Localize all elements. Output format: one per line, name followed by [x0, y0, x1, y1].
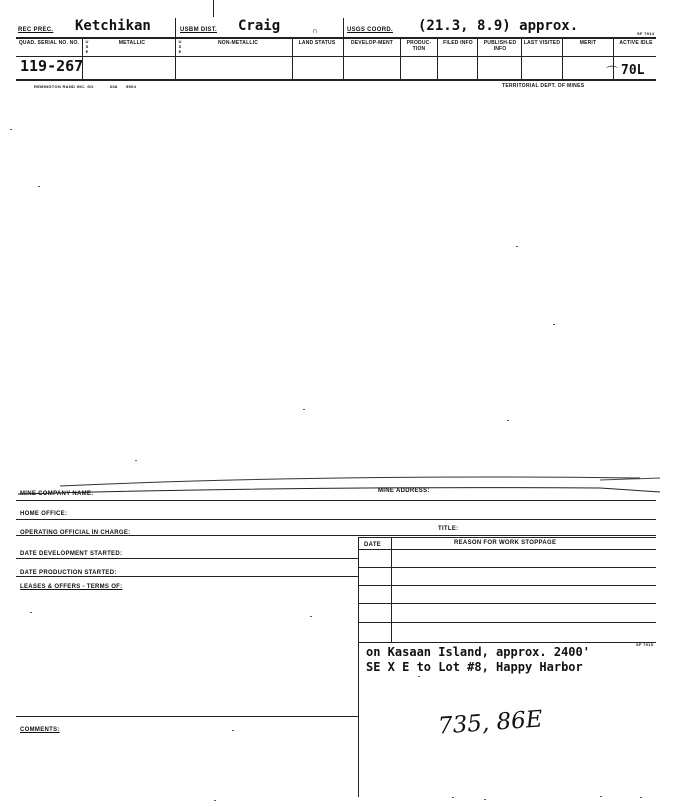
- card-edge: [0, 466, 678, 496]
- scan-speck: [135, 460, 137, 461]
- scan-speck: [484, 799, 486, 800]
- header-divider-1: [175, 18, 176, 37]
- scan-speck: [214, 800, 216, 801]
- col-div-4: [343, 37, 344, 79]
- header-divider-2: [343, 18, 344, 37]
- col-quad-serial: QUAD. SERIAL NO. NO.: [18, 40, 80, 46]
- colhead-bottom-rule: [16, 56, 656, 57]
- date-prod-started-label: DATE PRODUCTION STARTED:: [20, 570, 117, 576]
- quad-serial-value: 119-267: [20, 57, 84, 75]
- col-use-1: U S E: [85, 39, 89, 54]
- scan-speck: [232, 730, 234, 731]
- rec-prec-value: Ketchikan: [75, 18, 151, 34]
- col-div-7: [477, 37, 478, 79]
- col-merit: MERIT: [579, 40, 597, 46]
- official-rule: [16, 535, 656, 536]
- col-metallic: METALLIC: [118, 40, 146, 46]
- scan-speck: [452, 797, 454, 798]
- date-col-header: DATE: [364, 542, 382, 548]
- usbm-dist-label: USBM DIST.: [180, 27, 218, 33]
- scan-speck: [30, 612, 32, 613]
- stoppage-row-rule: [358, 603, 656, 604]
- leases-label: LEASES & OFFERS - TERMS OF:: [20, 584, 123, 590]
- col-div-5: [400, 37, 401, 79]
- active-idle-value: 70L: [621, 63, 645, 78]
- comments-label: COMMENTS:: [20, 727, 60, 733]
- col-production: PRODUC-TION: [406, 40, 432, 52]
- mine-address-label: MINE ADDRESS:: [378, 488, 430, 494]
- col-last-visited: LAST VISITED: [523, 40, 561, 46]
- reason-col-header: REASON FOR WORK STOPPAGE: [454, 540, 557, 546]
- col-div-9: [562, 37, 563, 79]
- usgs-coord-value: (21.3, 8.9) approx.: [418, 18, 579, 34]
- home-office-rule: [16, 519, 656, 520]
- handwritten-note: 735, 86E: [437, 706, 544, 740]
- dev-started-rule: [16, 558, 358, 559]
- scan-speck: [303, 409, 305, 410]
- col-use-2: U S E: [178, 39, 182, 54]
- operating-official-label: OPERATING OFFICIAL IN CHARGE:: [20, 530, 131, 536]
- scan-speck: [10, 129, 12, 130]
- scan-speck: [38, 186, 40, 187]
- stoppage-header-rule: [358, 549, 656, 550]
- stoppage-top-rule: [358, 537, 656, 538]
- stoppage-row-rule: [358, 622, 656, 623]
- usbm-dist-value: Craig: [238, 18, 281, 34]
- stoppage-row-rule: [358, 585, 656, 586]
- circle-mark: ⌒: [606, 65, 619, 79]
- scan-speck: [418, 676, 420, 677]
- col-land-status: LAND STATUS: [298, 40, 336, 46]
- stray-mark: ∩: [312, 26, 319, 35]
- header-bottom-rule: [16, 37, 656, 39]
- form-number-top: SF 7914: [637, 31, 655, 36]
- scan-speck: [600, 796, 602, 797]
- col-div-2: [175, 37, 176, 79]
- printer-imprint: REMINGTON RAND INC. SO: [34, 84, 94, 89]
- row-bottom-rule: [16, 79, 656, 81]
- dept-imprint: TERRITORIAL DEPT. OF MINES: [502, 83, 585, 89]
- home-office-label: HOME OFFICE:: [20, 511, 68, 517]
- comments-top-rule: [16, 716, 358, 717]
- scan-speck: [507, 420, 509, 421]
- mine-company-name-label: MINE COMPANY NAME:: [20, 491, 94, 497]
- stoppage-date-divider: [391, 537, 392, 643]
- printer-code-2: 5504: [126, 84, 137, 89]
- rec-prec-label: REC PREC.: [18, 27, 54, 33]
- col-filed-info: FILED INFO: [443, 40, 473, 46]
- col-div-8: [521, 37, 522, 79]
- form-number-bottom: SF 7915: [636, 642, 654, 647]
- col-active-idle: ACTIVE IDLE: [619, 40, 653, 46]
- printer-code-1: 668: [110, 84, 118, 89]
- col-published-info: PUBLISH-ED INFO: [483, 40, 517, 52]
- stoppage-left-rule: [358, 537, 359, 797]
- stoppage-row-rule: [358, 642, 656, 643]
- col-non-metallic: NON-METALLIC: [217, 40, 259, 46]
- note-line-2: SE X E to Lot #8, Happy Harbor: [366, 660, 583, 674]
- top-margin-tick: [213, 0, 214, 17]
- prod-started-rule: [16, 576, 358, 577]
- scan-speck: [516, 246, 518, 247]
- scan-speck: [553, 324, 555, 325]
- scan-speck: [310, 616, 312, 617]
- col-div-3: [292, 37, 293, 79]
- col-development: DEVELOP-MENT: [350, 40, 394, 46]
- title-label: TITLE:: [438, 526, 459, 532]
- date-dev-started-label: DATE DEVELOPMENT STARTED:: [20, 551, 123, 557]
- col-div-6: [437, 37, 438, 79]
- stoppage-row-rule: [358, 567, 656, 568]
- note-line-1: on Kasaan Island, approx. 2400': [366, 645, 590, 659]
- usgs-coord-label: USGS COORD.: [347, 27, 393, 33]
- mine-company-rule: [16, 500, 656, 501]
- scan-speck: [640, 797, 642, 798]
